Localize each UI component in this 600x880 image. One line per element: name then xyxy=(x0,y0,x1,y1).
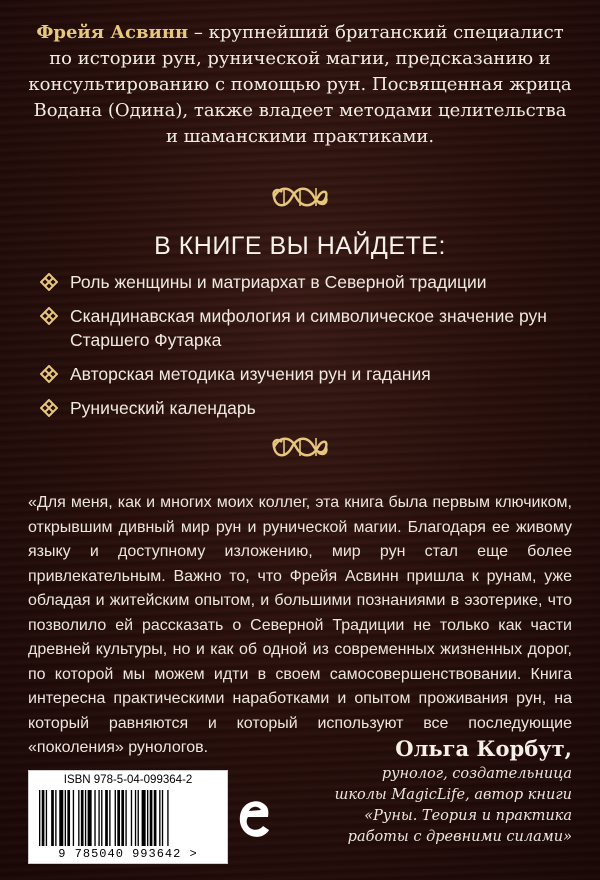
list-item-text: Роль женщины и матриархат в Северной традиции xyxy=(70,272,487,292)
barcode-bar xyxy=(117,790,120,846)
reviewer-role xyxy=(332,764,572,848)
barcode-bar xyxy=(94,790,95,846)
barcode-bar xyxy=(88,790,92,846)
barcode-bar xyxy=(121,790,124,846)
barcode-bar xyxy=(159,790,160,846)
knot-bullet-icon xyxy=(40,365,58,383)
list-item-text: Авторская методика изучения рун и гадания xyxy=(70,364,431,384)
list-item xyxy=(40,304,580,352)
barcode-bar xyxy=(138,790,139,846)
barcode-bar xyxy=(46,790,47,846)
reviewer-role-line: школы MagicLife, автор книги xyxy=(334,787,572,803)
reviewer-name: Ольга Корбут, xyxy=(395,736,572,761)
barcode-bar xyxy=(109,790,110,846)
features-list xyxy=(40,270,580,430)
knot-bullet-icon xyxy=(40,399,58,417)
barcode-bar xyxy=(78,790,79,846)
knot-bullet-icon xyxy=(40,273,58,291)
barcode-bar xyxy=(81,790,84,846)
celtic-knot-icon xyxy=(270,184,330,210)
barcode-bar xyxy=(105,790,108,846)
barcode-bar xyxy=(51,790,54,846)
barcode-bar xyxy=(125,790,126,846)
barcode-bar xyxy=(135,790,136,846)
knot-bullet-icon xyxy=(40,307,58,325)
barcode-bar xyxy=(73,790,74,846)
publisher-logo-icon xyxy=(234,796,274,844)
barcode-bar xyxy=(65,790,66,846)
list-item xyxy=(40,396,580,420)
barcode-bar xyxy=(101,790,102,846)
barcode xyxy=(28,770,228,864)
list-item xyxy=(40,270,580,294)
reviewer-role-line: работы с древними силами» xyxy=(347,829,572,845)
barcode-bar xyxy=(150,790,153,846)
barcode-bars xyxy=(39,790,217,846)
reviewer-role-line: рунолог, создательница xyxy=(381,766,572,782)
barcode-bar xyxy=(98,790,99,846)
barcode-bar xyxy=(154,790,157,846)
barcode-bar xyxy=(167,790,168,846)
list-item-text: Рунический календарь xyxy=(70,398,256,418)
celtic-knot-icon xyxy=(270,434,330,460)
barcode-bar xyxy=(142,790,146,846)
barcode-bar xyxy=(115,790,116,846)
barcode-bar xyxy=(42,790,45,846)
barcode-bar xyxy=(147,790,148,846)
barcode-bar xyxy=(55,790,56,846)
review-quote: «Для меня, как и многих моих коллег, эта книга была первым ключиком, открывшим дивный мир рун и рунической магии. Благодаря ее живому языку и доступному изложению, мир рун стал еще более привлекательным. Важно то, что Фрейя Асвинн пришла к рунам, уже обладая и житейским опытом, и большими познаниями в эзотерике, что позволило ей рассказать о Северной Традиции не только как части древней культуры, но и как об одной из современных жизненных дорог, по которой мы можем идти в своем самосовершенствовании. Книга интересна практическими наработками и опытом проживания рун, на который равняются и который используют все последующие «поколения» рунологов. xyxy=(28,494,572,756)
section-heading: В КНИГЕ ВЫ НАЙДЕТЕ: xyxy=(154,232,446,260)
author-bio xyxy=(28,20,572,150)
list-item-text: Скандинавская мифология и символическое значение рун Старшего Футарка xyxy=(70,306,547,350)
barcode-bar xyxy=(131,790,132,846)
author-name: Фрейя Асвинн xyxy=(36,22,189,43)
barcode-bar xyxy=(67,790,70,846)
list-item xyxy=(40,362,580,386)
barcode-bar xyxy=(39,790,40,846)
reviewer-role-line: «Руны. Теория и практика xyxy=(364,808,572,824)
barcode-bar xyxy=(59,790,63,846)
author-bio-text: – крупнейший британский специалист по истории рун, рунической магии, предсказанию и консультированию с помощью рун. Посвященная жрица Водана (Одина), также владеет методами целительства и шаманскими практиками. xyxy=(28,22,572,147)
barcode-bar xyxy=(162,790,163,846)
isbn-label: ISBN 978-5-04-099364-2 xyxy=(63,774,193,786)
barcode-bar xyxy=(85,790,86,846)
barcode-digits: 9 785040 993642 > xyxy=(58,847,198,861)
